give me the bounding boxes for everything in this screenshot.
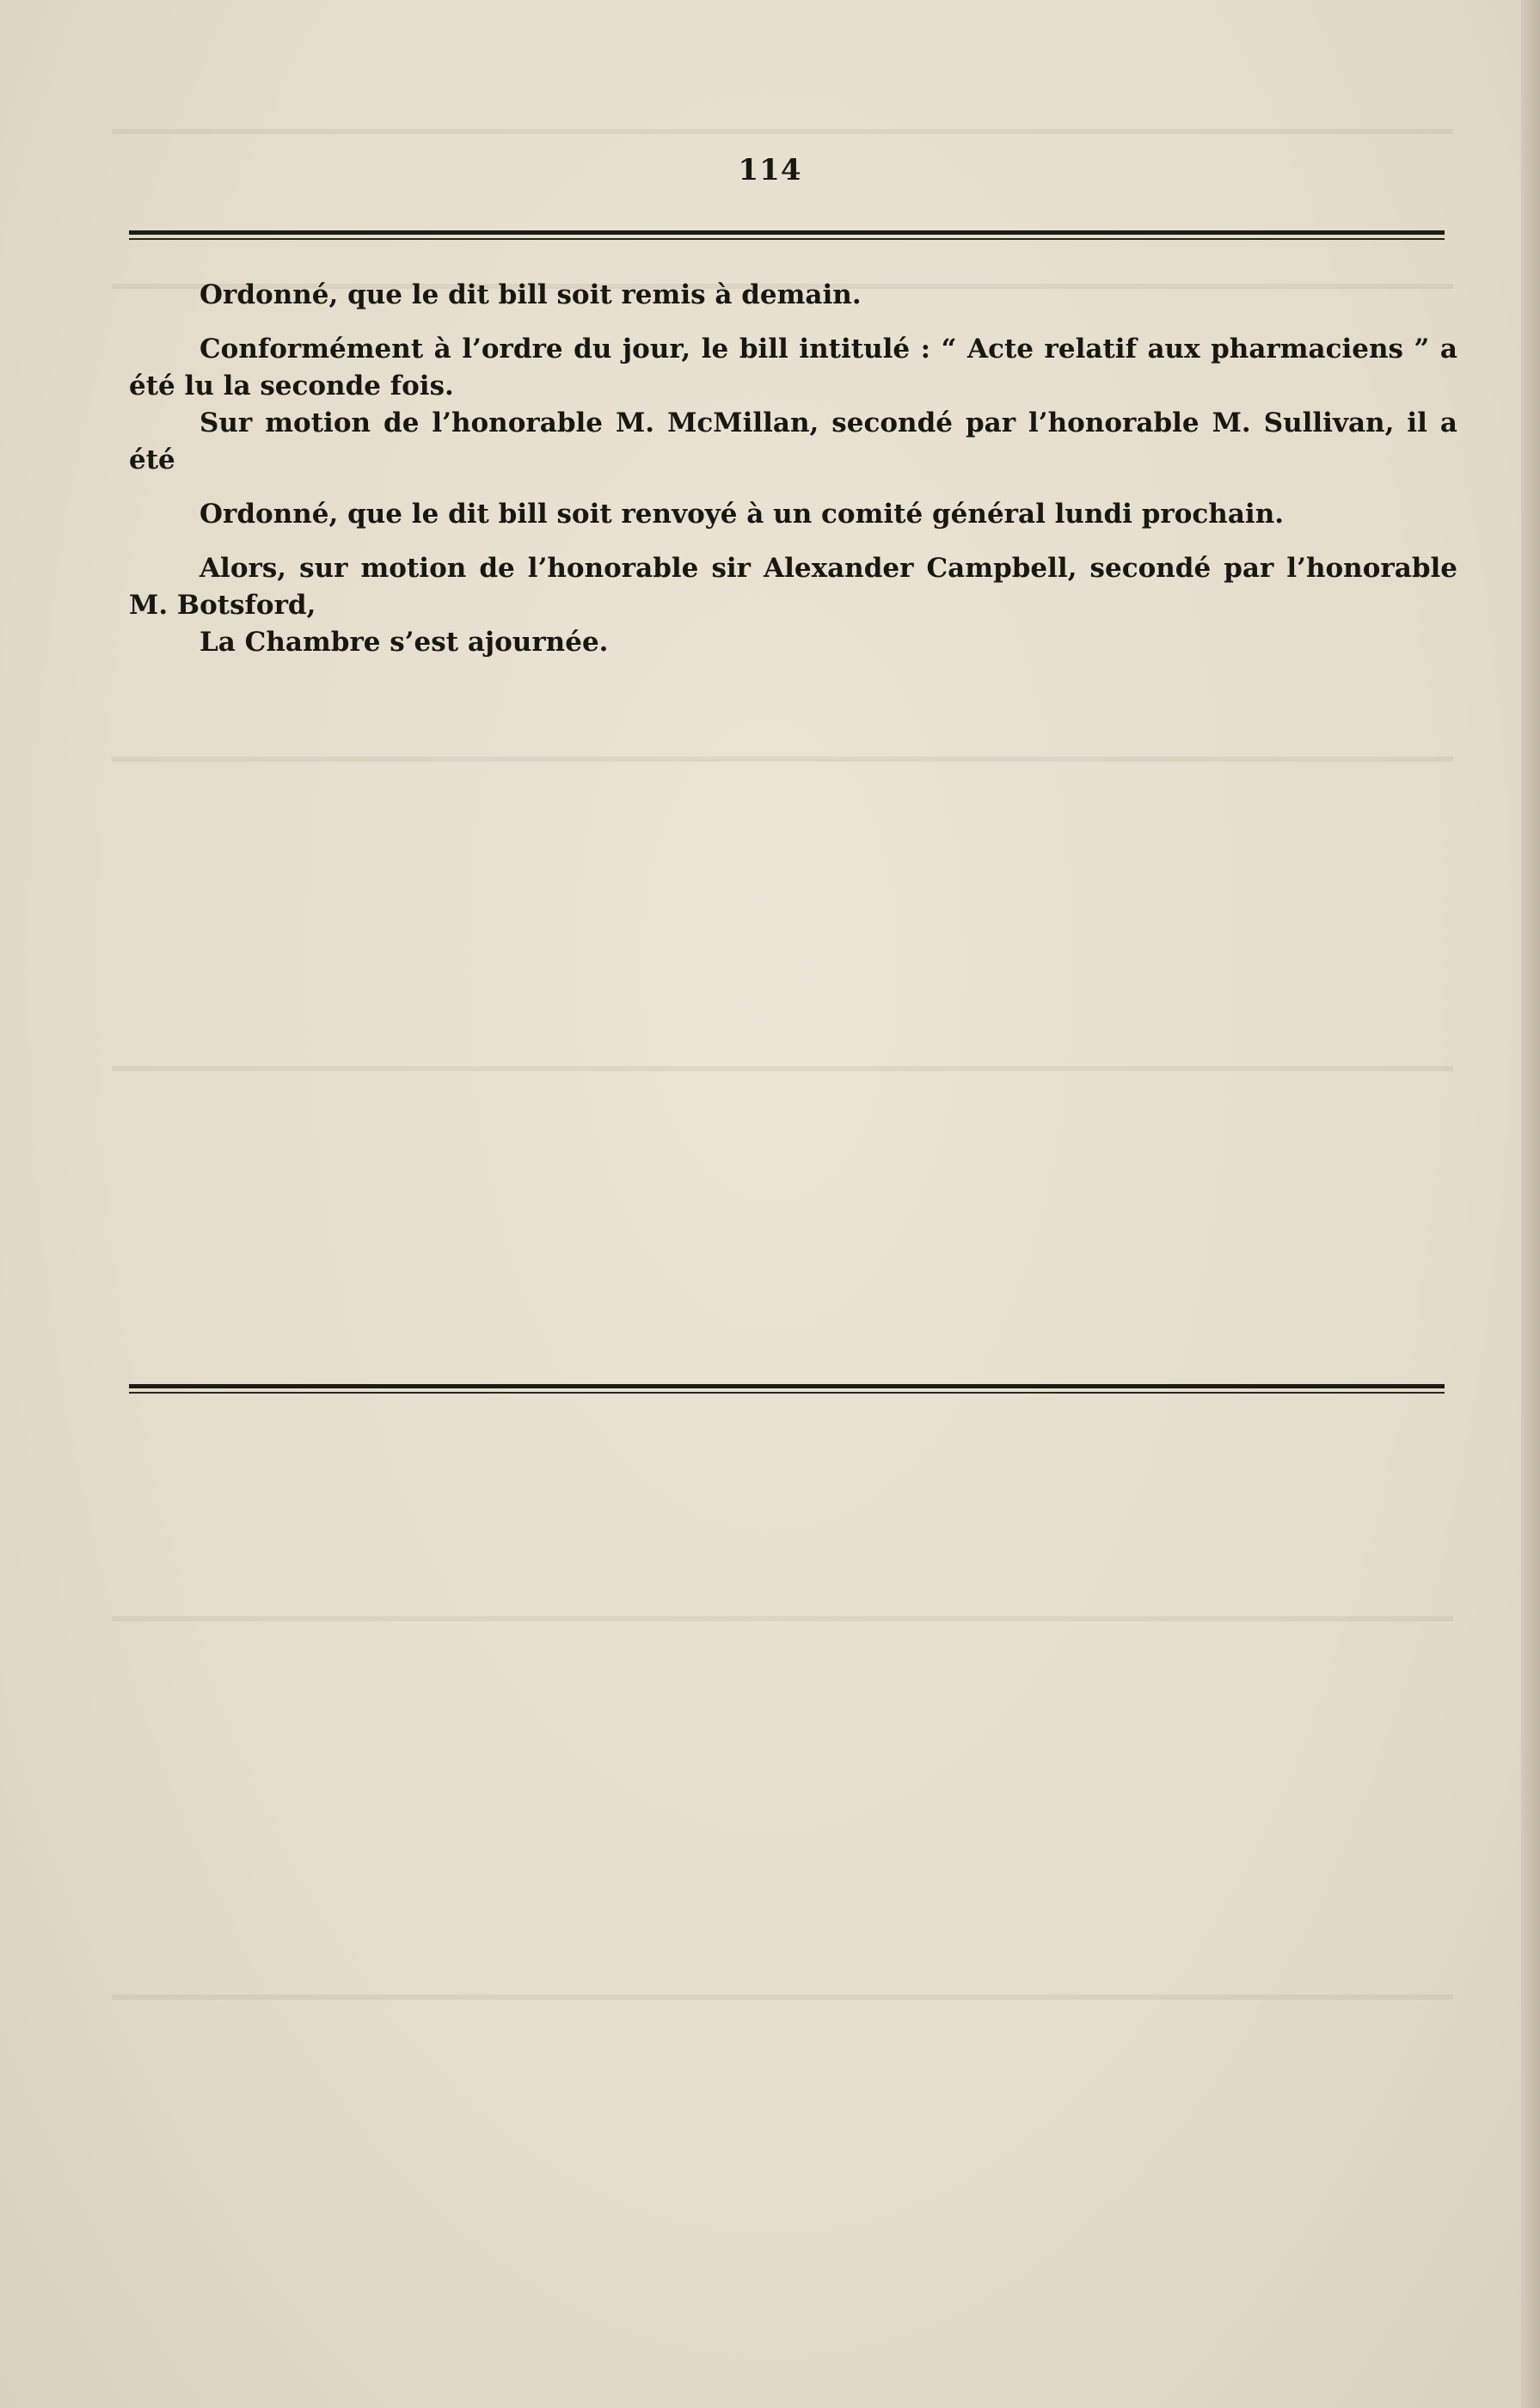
- paragraph-motion-mcmillan: Sur motion de l’honorable M. McMillan, secondé par l’honorable M. Sullivan, il a été: [129, 407, 1457, 475]
- paragraph-ordered-tomorrow: Ordonné, que le dit bill soit remis à demain.: [199, 279, 862, 310]
- bleed-through-line: [112, 1066, 1453, 1071]
- footer-rule: [129, 1384, 1445, 1394]
- header-rule: [129, 230, 1445, 240]
- bleed-through-line: [112, 129, 1453, 134]
- paragraph-adjournment: La Chambre s’est ajournée.: [199, 627, 609, 658]
- paragraph-motion-campbell: Alors, sur motion de l’honorable sir Alexander Campbell, secondé par l’honorable M. Botsford,: [129, 553, 1457, 621]
- page-spine: [1521, 0, 1540, 2408]
- bleed-through-line: [112, 757, 1453, 762]
- bleed-through-line: [112, 1994, 1453, 2000]
- page-number: 114: [738, 153, 802, 187]
- paragraph-committee-referral: Ordonné, que le dit bill soit renvoyé à un comité général lundi prochain.: [199, 499, 1285, 530]
- journal-text: [129, 277, 1457, 661]
- paragraph-second-reading: Conformément à l’ordre du jour, le bill intitulé : “ Acte relatif aux pharmaciens ” a été lu la seconde fois.: [129, 334, 1457, 401]
- bleed-through-line: [112, 1616, 1453, 1621]
